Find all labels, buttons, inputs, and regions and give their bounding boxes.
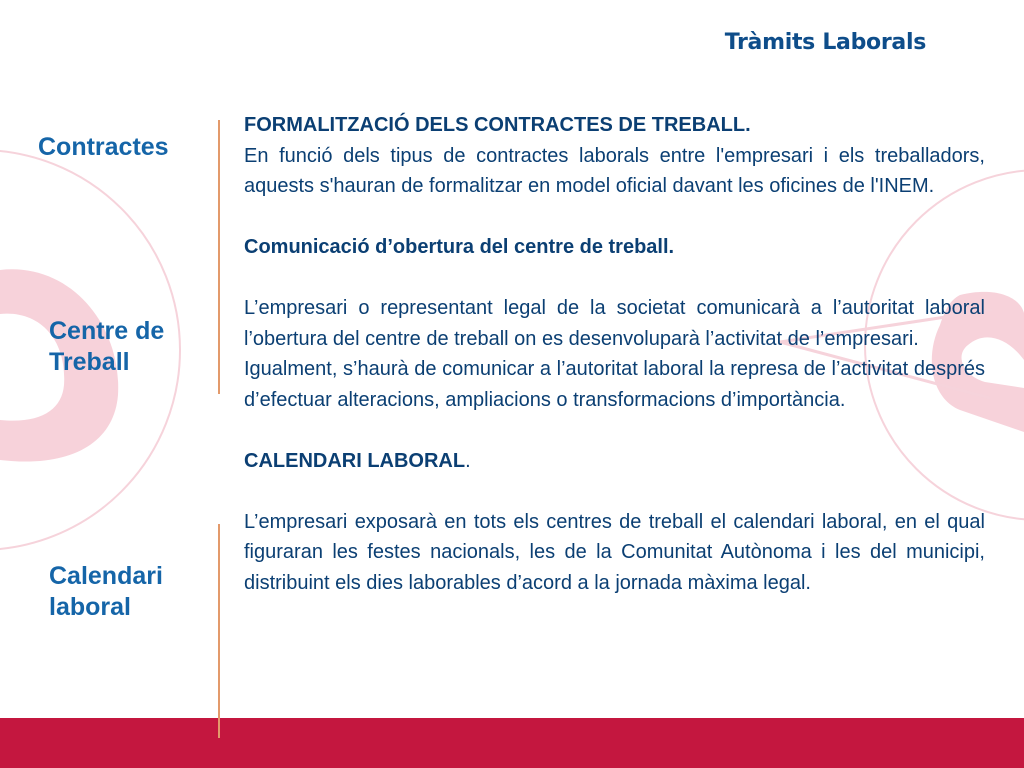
label-centre-line1: Centre de bbox=[49, 317, 165, 345]
label-calendari-laboral bbox=[49, 561, 163, 623]
spacer bbox=[244, 263, 985, 294]
workplace-heading: Comunicació d’obertura del centre de treball. bbox=[244, 236, 675, 258]
workplace-body-2: Igualment, s’haurà de comunicar a l’autoritat laboral la represa de l’activitat després d’efectuar alteracions, ampliacions o transformacions d’importància. bbox=[244, 358, 985, 411]
contracts-body: En funció dels tipus de contractes laborals entre l'empresari i els treballadors, aquests s'hauran de formalitzar en model oficial davant les oficines de l'INEM. bbox=[244, 144, 985, 197]
spacer bbox=[244, 415, 985, 446]
label-calendari-line1: Calendari bbox=[49, 562, 163, 590]
calendar-heading-line bbox=[244, 446, 985, 477]
label-centre-de-treball bbox=[49, 316, 164, 378]
divider-contractes bbox=[218, 120, 220, 300]
calendar-heading-suffix: . bbox=[465, 449, 471, 472]
spacer bbox=[244, 476, 985, 507]
divider-centre bbox=[218, 296, 220, 394]
calendar-heading: CALENDARI LABORAL bbox=[244, 449, 466, 472]
divider-calendari bbox=[218, 524, 220, 738]
content-body bbox=[244, 110, 985, 598]
label-contractes bbox=[38, 132, 169, 163]
bottom-accent-bar bbox=[0, 718, 1024, 768]
contracts-heading: FORMALITZACIÓ DELS CONTRACTES DE TREBALL. bbox=[244, 114, 751, 136]
label-centre-line2: Treball bbox=[49, 348, 130, 376]
spacer bbox=[244, 202, 985, 233]
slide-title: Tràmits Laborals bbox=[724, 30, 926, 55]
workplace-body-1: L’empresari o representant legal de la societat comunicarà a l’autoritat laboral l’obertura del centre de treball on es desenvoluparà l’activitat de l’empresari. bbox=[244, 297, 985, 350]
label-contractes-line1: Contractes bbox=[38, 133, 169, 161]
calendar-body: L’empresari exposarà en tots els centres de treball el calendari laboral, en el qual figuraran les festes nacionals, les de la Comunitat Autònoma i les del municipi, distribuint els dies laborables d’acord a la jornada màxima legal. bbox=[244, 510, 985, 594]
label-calendari-line2: laboral bbox=[49, 593, 131, 621]
